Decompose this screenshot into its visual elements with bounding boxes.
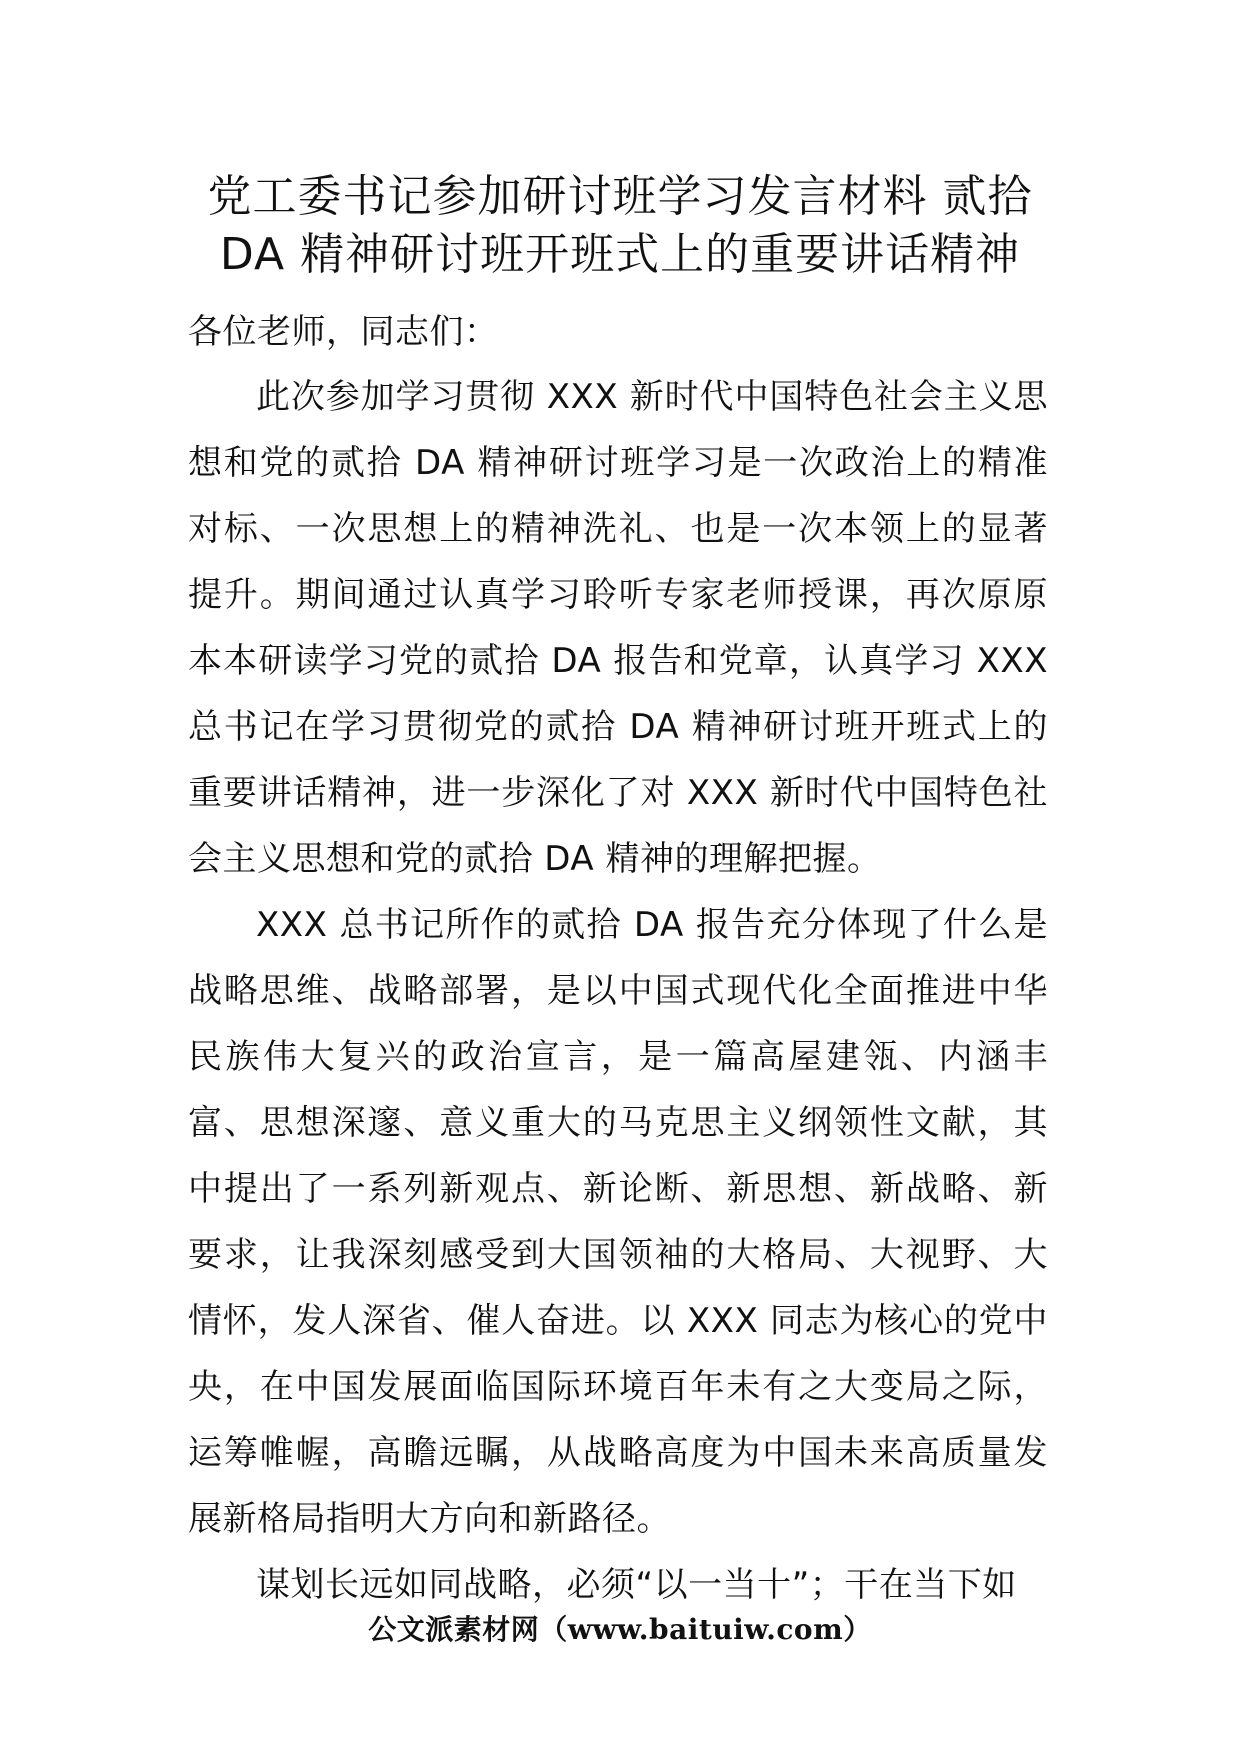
body-paragraph-1: 此次参加学习贯彻 XXX 新时代中国特色社会主义思想和党的贰拾 DA 精神研讨班学习是一次政治上的精准对标、一次思想上的精神洗礼、也是一次本领上的显著提升。期间通过认真学习聆听专家老师授课，再次原原本本研读学习党的贰拾 DA 报告和党章，认真学习 XXX 总书记在学习贯彻党的贰拾 DA 精神研讨班开班式上的重要讲话精神，进一步深化了对 XXX 新时代中国特色社会主义思想和党的贰拾 DA 精神的理解把握。 — [188, 377, 1048, 879]
body-paragraph-2: XXX 总书记所作的贰拾 DA 报告充分体现了什么是战略思维、战略部署，是以中国式现代化全面推进中华民族伟大复兴的政治宣言，是一篇高屋建瓴、内涵丰富、思想深邃、意义重大的马克思主义纲领性文献，其中提出了一系列新观点、新论断、新思想、新战略、新要求，让我深刻感受到大国领袖的大格局、大视野、大情怀，发人深省、催人奋进。以 XXX 同志为核心的党中央，在中国发展面临国际环境百年未有之大变局之际，运筹帷幄，高瞻远瞩，从战略高度为中国未来高质量发展新格局指明大方向和新路径。 — [188, 905, 1048, 1539]
title-line-2: DA 精神研讨班开班式上的重要讲话精神 — [219, 229, 1021, 280]
document-title — [190, 168, 1050, 284]
footer-source: 公文派素材网（www.baituiw.com） — [368, 1613, 872, 1646]
title-line-1: 党工委书记参加研讨班学习发言材料 贰拾 — [207, 171, 1033, 222]
salutation: 各位老师，同志们： — [188, 312, 499, 352]
body-paragraph-3: 谋划长远如同战略，必须“以一当十”；干在当下如 — [256, 1565, 1017, 1605]
document-body — [188, 300, 1048, 1618]
